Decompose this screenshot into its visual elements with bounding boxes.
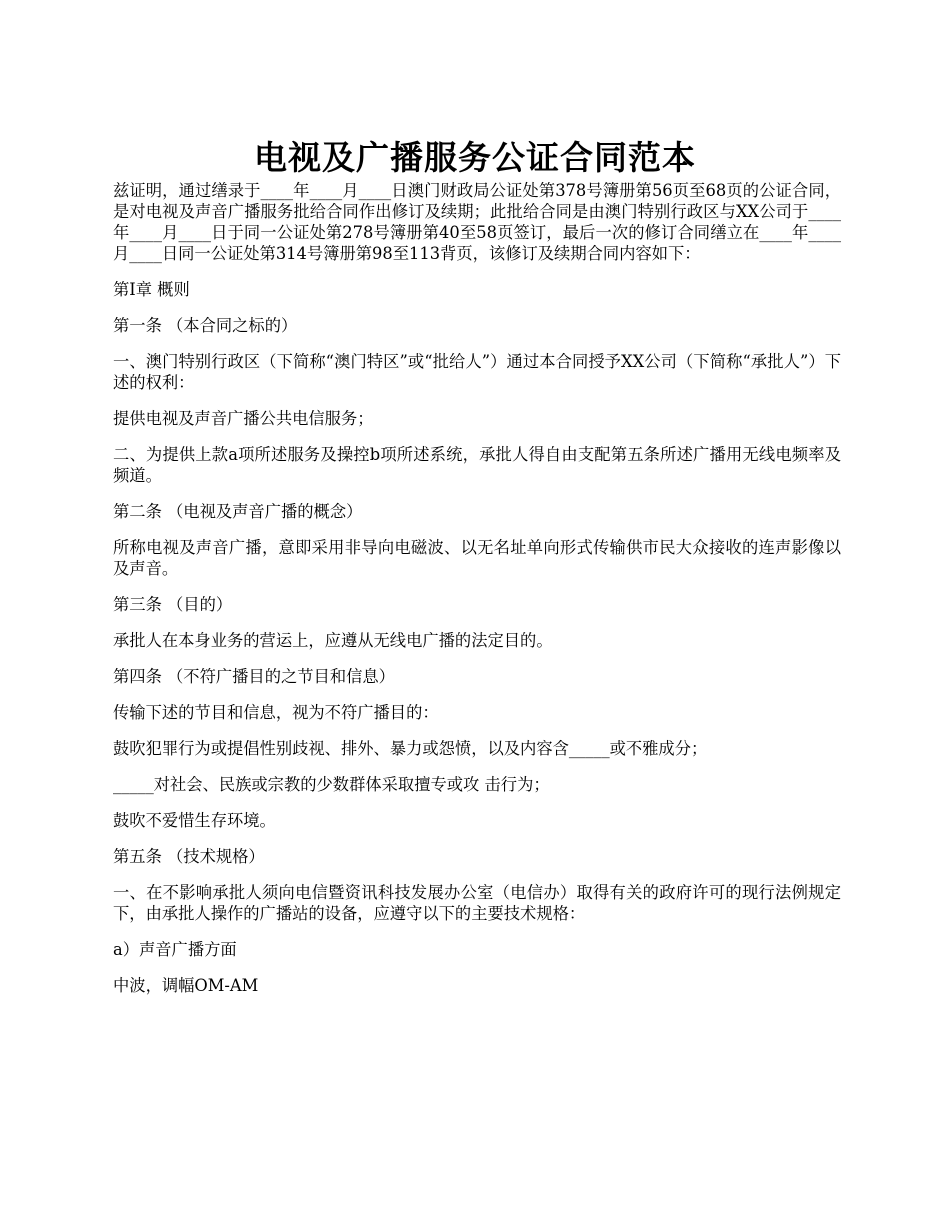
article-heading: 第一条 （本合同之标的）	[113, 316, 298, 335]
paragraph: 鼓吹犯罪行为或提倡性别歧视、排外、暴力或怨愤，以及内容含_____或不雅成分；	[113, 739, 708, 758]
paragraph: 二、为提供上款a项所述服务及操控b项所述系统，承批人得自由支配第五条所述广播用无线电频率及频道。	[113, 445, 841, 485]
article-heading: 第三条 （目的）	[113, 595, 233, 614]
document-title: 电视及广播服务公证合同范本	[254, 138, 696, 178]
paragraph: a）声音广播方面	[113, 940, 237, 959]
article-heading: 第二条 （电视及声音广播的概念）	[113, 502, 363, 521]
paragraph: 所称电视及声音广播，意即采用非导向电磁波、以无名址单向形式传输供市民大众接收的连声影像以及声音。	[113, 538, 841, 578]
chapter-heading: 第I章 概则	[113, 280, 190, 299]
paragraph: _____对社会、民族或宗教的少数群体采取擅专或攻 击行为；	[113, 775, 550, 794]
article-heading: 第五条 （技术规格）	[113, 847, 265, 866]
article-heading: 第四条 （不符广播目的之节目和信息）	[113, 667, 395, 686]
paragraph: 提供电视及声音广播公共电信服务；	[113, 409, 374, 428]
document-body	[113, 180, 841, 1011]
paragraph: 承批人在本身业务的营运上，应遵从无线电广播的法定目的。	[113, 631, 553, 650]
paragraph: 一、澳门特别行政区（下简称“澳门特区”或“批给人”）通过本合同授予XX公司（下简称“承批人”）下述的权利：	[113, 352, 841, 392]
paragraph: 传输下述的节目和信息，视为不符广播目的：	[113, 703, 439, 722]
paragraph: 一、在不影响承批人须向电信暨资讯科技发展办公室（电信办）取得有关的政府许可的现行法例规定下，由承批人操作的广播站的设备，应遵守以下的主要技术规格：	[113, 883, 841, 923]
paragraph: 鼓吹不爱惜生存环境。	[113, 811, 276, 830]
paragraph-preamble: 兹证明，通过缮录于____年____月____日澳门财政局公证处第378号簿册第56页至68页的公证合同，是对电视及声音广播服务批给合同作出修订及续期；此批给合同是由澳门特别行政区与XX公司于____年____月____日于同一公证处第278号簿册第40至58页签订，最后一次的修订合同缮立在____年____月____日同一公证处第314号簿册第98至113背页，该修订及续期合同内容如下：	[113, 181, 841, 263]
paragraph: 中波，调幅OM-AM	[113, 976, 259, 995]
